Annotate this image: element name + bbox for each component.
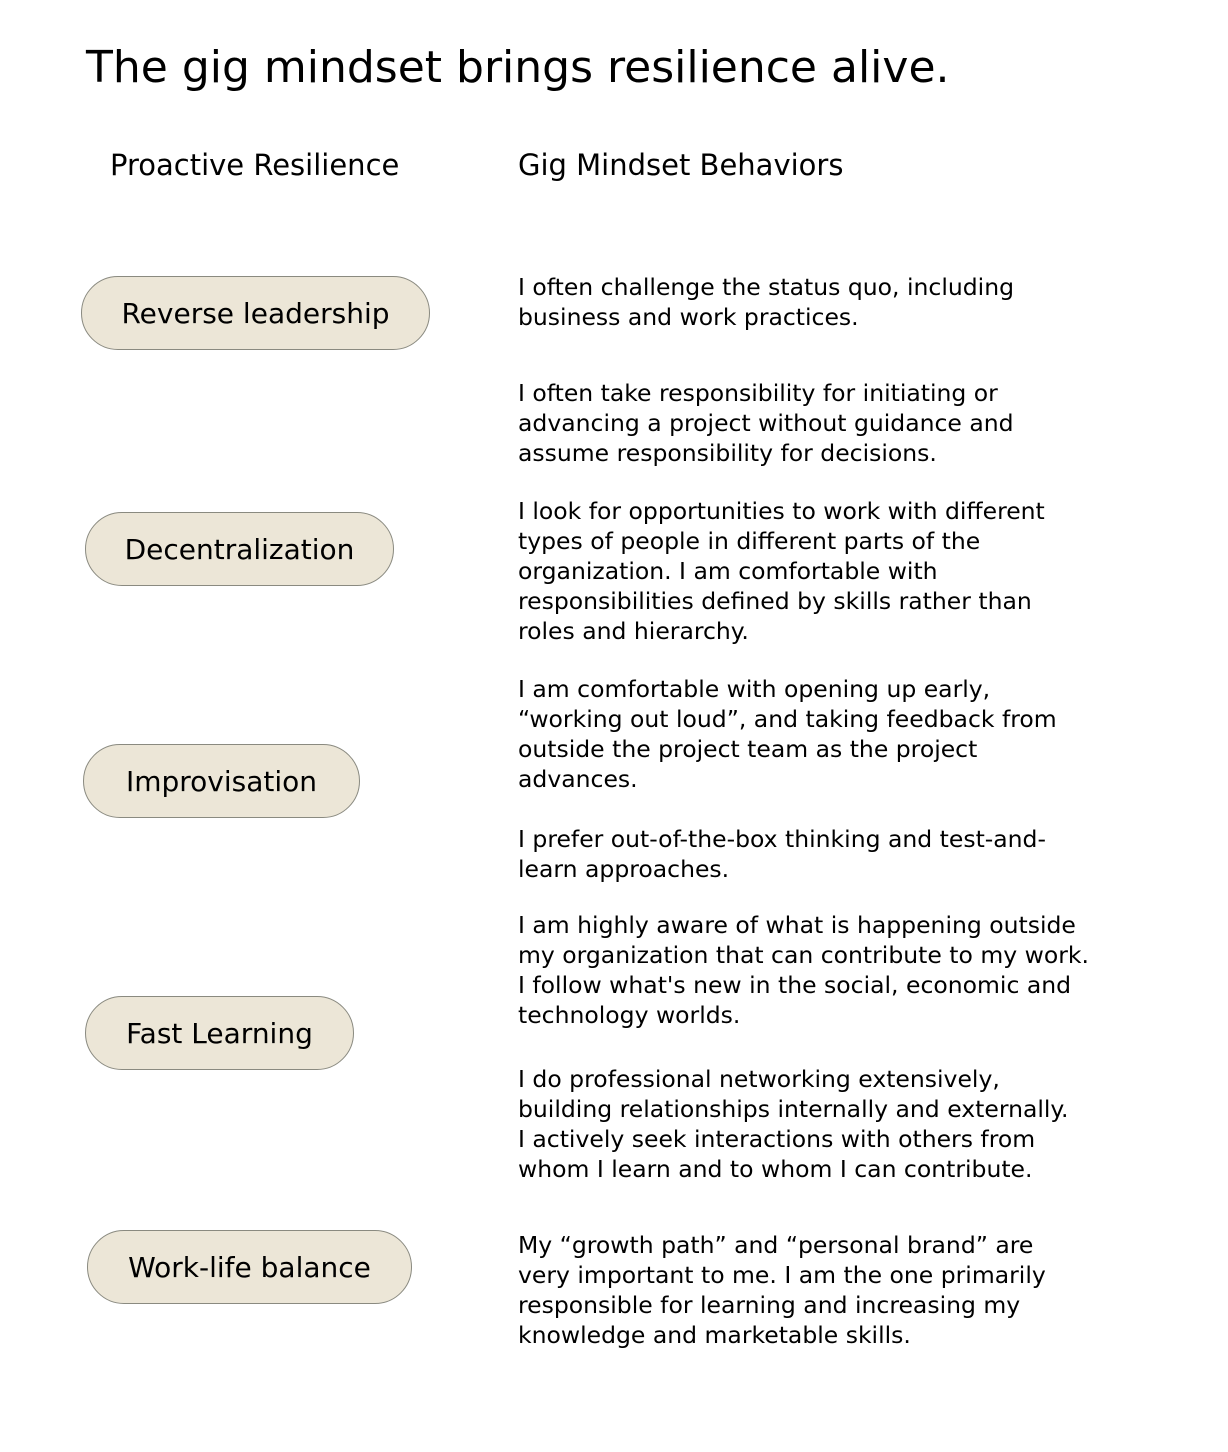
behavior-professional-networking: I do professional networking extensively, building relationships internally and externally. I actively seek interactions with others from whom I learn and to whom I can contribute. — [518, 1065, 1069, 1183]
work-life-balance-pill: Work-life balance — [87, 1230, 412, 1304]
behavior-growth-path: My “growth path” and “personal brand” are very important to me. I am the one primarily responsible for learning and increasing my knowledge and marketable skills. — [518, 1231, 1046, 1349]
behavior-working-out-loud: I am comfortable with opening up early, “working out loud”, and taking feedback from outside the project team as the project advances. — [518, 675, 1057, 793]
improvisation-pill: Improvisation — [83, 744, 360, 818]
page-title: The gig mindset brings resilience alive. — [86, 42, 950, 93]
reverse-leadership-pill: Reverse leadership — [81, 276, 430, 350]
behavior-outside-awareness: I am highly aware of what is happening outside my organization that can contribute to my work. I follow what's new in the social, economic and technology worlds. — [518, 911, 1089, 1029]
behavior-out-of-the-box-thinking: I prefer out-of-the-box thinking and test-and- learn approaches. — [518, 825, 1046, 883]
gig-mindset-behaviors-heading: Gig Mindset Behaviors — [518, 148, 844, 182]
decentralization-pill: Decentralization — [85, 512, 394, 586]
behavior-work-with-different-people: I look for opportunities to work with different types of people in different parts of the organization. I am comfortable with responsibilities defined by skills rather than roles and hierarchy. — [518, 497, 1045, 645]
behavior-take-responsibility: I often take responsibility for initiating or advancing a project without guidance and assume responsibility for decisions. — [518, 379, 1014, 467]
proactive-resilience-heading: Proactive Resilience — [110, 148, 400, 182]
fast-learning-pill: Fast Learning — [85, 996, 354, 1070]
behavior-challenge-status-quo: I often challenge the status quo, including business and work practices. — [518, 273, 1015, 331]
